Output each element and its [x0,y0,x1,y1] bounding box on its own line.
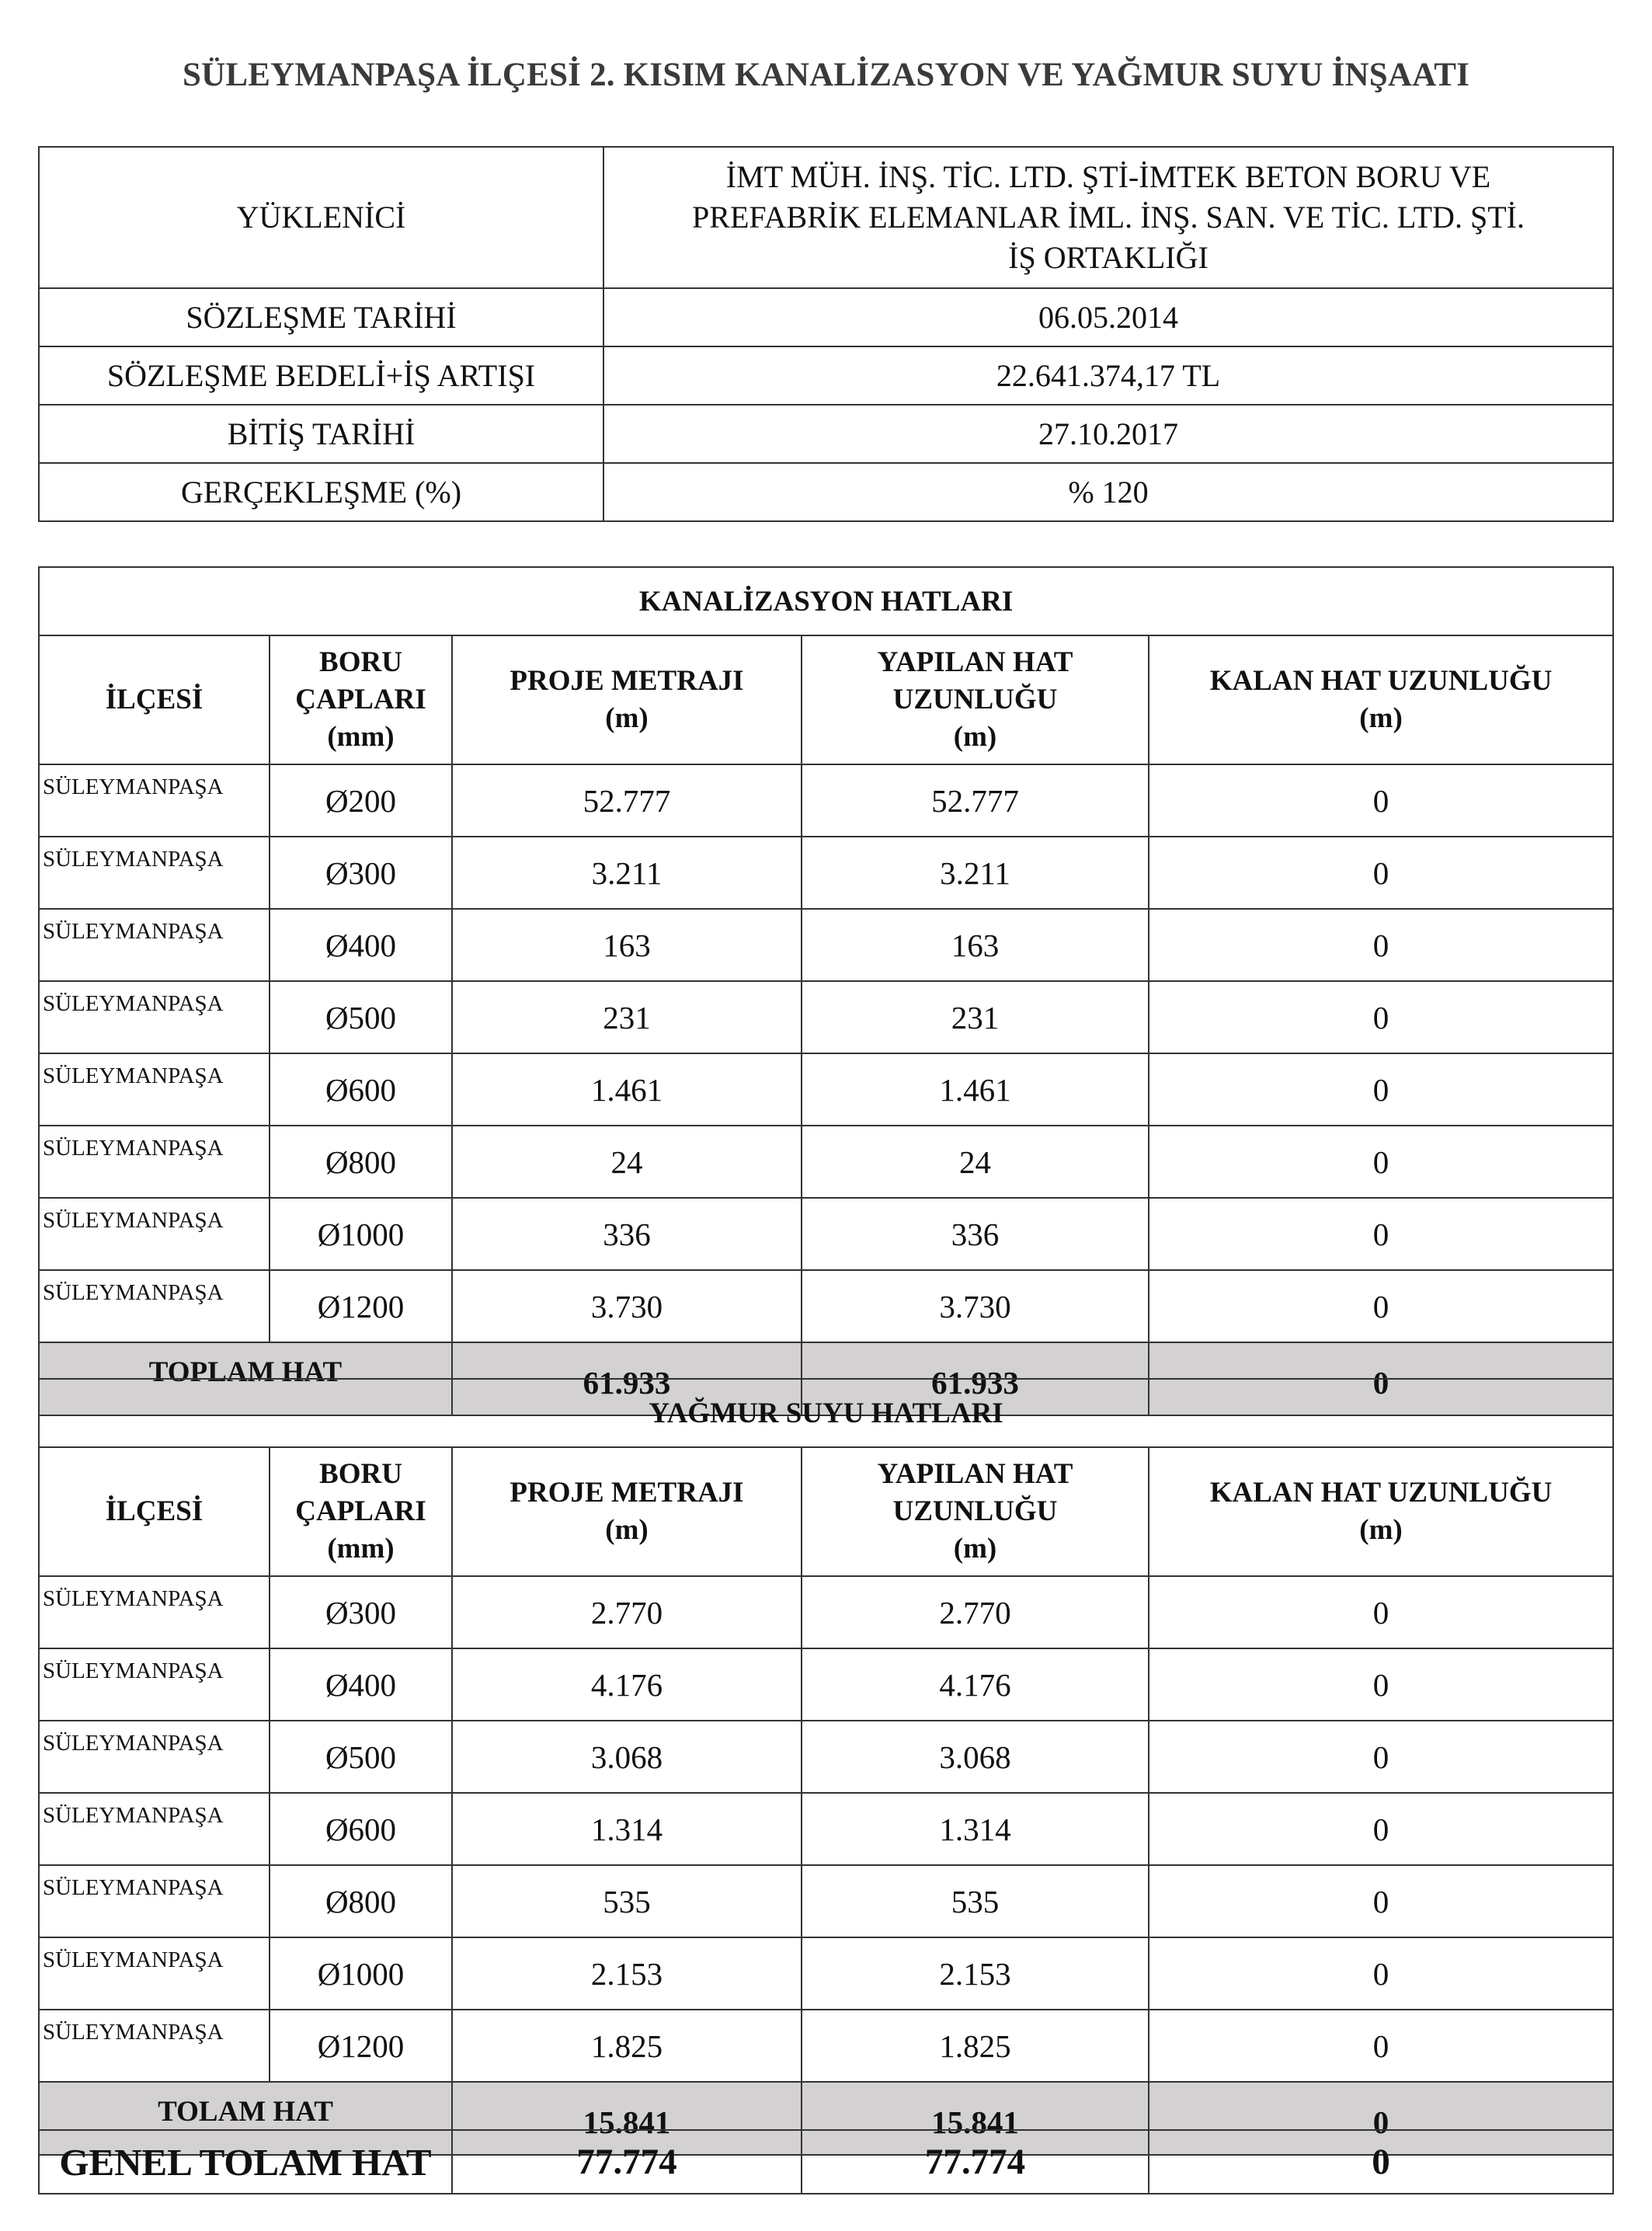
column-header-line: (m) [953,721,997,753]
project-length-cell: 1.825 [452,2010,802,2082]
remaining-length-cell: 0 [1149,909,1613,981]
total-remaining: 0 [1149,2082,1613,2155]
pipe-diameter-cell: Ø400 [270,1648,452,1721]
pipe-diameter-cell: Ø1200 [270,2010,452,2082]
total-label: TOPLAM HAT [39,1342,452,1415]
built-length-cell: 24 [802,1126,1149,1198]
project-length-cell: 163 [452,909,802,981]
section-title-row [39,567,1613,635]
table-row [39,981,1613,1053]
info-row [39,288,1613,346]
remaining-length-cell: 0 [1149,1198,1613,1270]
built-length-cell: 1.825 [802,2010,1149,2082]
district-cell: SÜLEYMANPAŞA [39,1053,270,1126]
remaining-length-cell: 0 [1149,2010,1613,2082]
district-cell: SÜLEYMANPAŞA [39,909,270,981]
remaining-length-cell: 0 [1149,837,1613,909]
table-row [39,1937,1613,2010]
column-header [1149,635,1613,764]
info-label: GERÇEKLEŞME (%) [39,463,603,521]
column-header [39,1447,270,1576]
project-length-cell: 336 [452,1198,802,1270]
remaining-length-cell: 0 [1149,1937,1613,2010]
remaining-length-cell: 0 [1149,1270,1613,1342]
column-header-line: (m) [953,1533,997,1564]
column-header [802,635,1149,764]
section-title: YAĞMUR SUYU HATLARI [39,1379,1613,1447]
table-row [39,1198,1613,1270]
info-row [39,463,1613,521]
built-length-cell: 2.770 [802,1576,1149,1648]
info-value [603,147,1613,288]
district-cell: SÜLEYMANPAŞA [39,1721,270,1793]
district-cell: SÜLEYMANPAŞA [39,1937,270,2010]
district-cell: SÜLEYMANPAŞA [39,1793,270,1865]
info-value-line: 06.05.2014 [1038,299,1178,335]
total-remaining: 0 [1149,1342,1613,1415]
info-label: SÖZLEŞME TARİHİ [39,288,603,346]
column-header [1149,1447,1613,1576]
column-header [270,1447,452,1576]
column-header-line: (mm) [327,721,395,753]
district-cell: SÜLEYMANPAŞA [39,764,270,837]
column-header-line: UZUNLUĞU [892,684,1058,715]
info-value-line: 22.641.374,17 TL [996,357,1221,393]
info-value [603,405,1613,463]
project-length-cell: 1.314 [452,1793,802,1865]
info-row [39,346,1613,405]
total-project: 61.933 [452,1342,802,1415]
pipe-diameter-cell: Ø300 [270,837,452,909]
remaining-length-cell: 0 [1149,1793,1613,1865]
built-length-cell: 1.461 [802,1053,1149,1126]
info-value-line: 27.10.2017 [1038,416,1178,451]
built-length-cell: 3.068 [802,1721,1149,1793]
table-row [39,1576,1613,1648]
info-value-line: PREFABRİK ELEMANLAR İML. İNŞ. SAN. VE TİC. LTD. ŞTİ. [692,200,1525,235]
table-row [39,1270,1613,1342]
table-row [39,1865,1613,1937]
pipe-diameter-cell: Ø400 [270,909,452,981]
column-header-line: KALAN HAT UZUNLUĞU [1209,1477,1553,1509]
column-header-row [39,635,1613,764]
table-row [39,1793,1613,1865]
district-cell: SÜLEYMANPAŞA [39,1648,270,1721]
district-cell: SÜLEYMANPAŞA [39,2010,270,2082]
remaining-length-cell: 0 [1149,1648,1613,1721]
table-row [39,909,1613,981]
grand-total-done: 77.774 [802,2130,1149,2194]
section-title: KANALİZASYON HATLARI [39,567,1613,635]
table-row [39,1648,1613,1721]
built-length-cell: 3.730 [802,1270,1149,1342]
section-title-row [39,1379,1613,1447]
info-label: YÜKLENİCİ [39,147,603,288]
column-header [270,635,452,764]
column-header [452,1447,802,1576]
total-done: 15.841 [802,2082,1149,2155]
column-header-line: (m) [605,702,649,734]
column-header-line: YAPILAN HAT [877,1458,1073,1490]
info-value-line: İMT MÜH. İNŞ. TİC. LTD. ŞTİ-İMTEK BETON BORU VE [725,159,1491,194]
total-done: 61.933 [802,1342,1149,1415]
contract-info-table [38,146,1614,522]
district-cell: SÜLEYMANPAŞA [39,981,270,1053]
pipe-diameter-cell: Ø500 [270,981,452,1053]
built-length-cell: 3.211 [802,837,1149,909]
built-length-cell: 2.153 [802,1937,1149,2010]
project-length-cell: 52.777 [452,764,802,837]
table-row [39,837,1613,909]
info-value [603,346,1613,405]
column-header-line: (m) [1359,702,1403,734]
grand-total-table [38,2129,1614,2194]
pipe-diameter-cell: Ø200 [270,764,452,837]
pipe-diameter-cell: Ø300 [270,1576,452,1648]
built-length-cell: 231 [802,981,1149,1053]
info-value [603,288,1613,346]
column-header-line: YAPILAN HAT [877,646,1073,678]
table-row [39,2010,1613,2082]
remaining-length-cell: 0 [1149,1721,1613,1793]
table-row [39,764,1613,837]
column-header [39,635,270,764]
info-label: SÖZLEŞME BEDELİ+İŞ ARTIŞI [39,346,603,405]
pipe-diameter-cell: Ø800 [270,1865,452,1937]
info-label: BİTİŞ TARİHİ [39,405,603,463]
project-length-cell: 4.176 [452,1648,802,1721]
built-length-cell: 163 [802,909,1149,981]
project-length-cell: 24 [452,1126,802,1198]
column-header-line: PROJE METRAJI [510,665,744,697]
column-header-line: ÇAPLARI [295,1495,426,1527]
column-header [452,635,802,764]
remaining-length-cell: 0 [1149,981,1613,1053]
column-header [802,1447,1149,1576]
pipe-diameter-cell: Ø800 [270,1126,452,1198]
column-header-row [39,1447,1613,1576]
pipe-diameter-cell: Ø1000 [270,1198,452,1270]
district-cell: SÜLEYMANPAŞA [39,837,270,909]
table-row [39,1126,1613,1198]
grand-total-remaining: 0 [1149,2130,1613,2194]
built-length-cell: 535 [802,1865,1149,1937]
column-header-line: İLÇESİ [105,684,203,715]
district-cell: SÜLEYMANPAŞA [39,1198,270,1270]
column-header-line: KALAN HAT UZUNLUĞU [1209,665,1553,697]
project-length-cell: 2.153 [452,1937,802,2010]
project-length-cell: 3.068 [452,1721,802,1793]
grand-total-label: GENEL TOLAM HAT [39,2130,452,2194]
column-header-line: ÇAPLARI [295,684,426,715]
total-project: 15.841 [452,2082,802,2155]
built-length-cell: 4.176 [802,1648,1149,1721]
column-header-line: (m) [605,1514,649,1546]
project-length-cell: 535 [452,1865,802,1937]
info-row [39,147,1613,288]
remaining-length-cell: 0 [1149,1053,1613,1126]
column-header-line: İLÇESİ [105,1495,203,1527]
table-row [39,1721,1613,1793]
info-value-line: % 120 [1068,474,1149,510]
column-header-line: BORU [319,646,402,678]
project-length-cell: 3.730 [452,1270,802,1342]
table-row [39,1053,1613,1126]
total-label: TOLAM HAT [39,2082,452,2155]
pipe-diameter-cell: Ø600 [270,1053,452,1126]
grand-total-project: 77.774 [452,2130,802,2194]
rainwater-lines-table [38,1378,1614,2156]
remaining-length-cell: 0 [1149,1865,1613,1937]
pipe-diameter-cell: Ø1200 [270,1270,452,1342]
pipe-diameter-cell: Ø500 [270,1721,452,1793]
column-header-line: BORU [319,1458,402,1490]
info-value-line: İŞ ORTAKLIĞI [1008,240,1209,275]
district-cell: SÜLEYMANPAŞA [39,1865,270,1937]
project-length-cell: 231 [452,981,802,1053]
page-title: SÜLEYMANPAŞA İLÇESİ 2. KISIM KANALİZASYON VE YAĞMUR SUYU İNŞAATI [182,57,1470,93]
remaining-length-cell: 0 [1149,1126,1613,1198]
column-header-line: (m) [1359,1514,1403,1546]
project-length-cell: 1.461 [452,1053,802,1126]
remaining-length-cell: 0 [1149,764,1613,837]
built-length-cell: 336 [802,1198,1149,1270]
district-cell: SÜLEYMANPAŞA [39,1270,270,1342]
column-header-line: UZUNLUĞU [892,1495,1058,1527]
sewer-lines-table [38,566,1614,1416]
column-header-line: (mm) [327,1533,395,1564]
column-header-line: PROJE METRAJI [510,1477,744,1509]
built-length-cell: 1.314 [802,1793,1149,1865]
info-value [603,463,1613,521]
district-cell: SÜLEYMANPAŞA [39,1576,270,1648]
built-length-cell: 52.777 [802,764,1149,837]
remaining-length-cell: 0 [1149,1576,1613,1648]
info-row [39,405,1613,463]
project-length-cell: 3.211 [452,837,802,909]
pipe-diameter-cell: Ø1000 [270,1937,452,2010]
pipe-diameter-cell: Ø600 [270,1793,452,1865]
project-length-cell: 2.770 [452,1576,802,1648]
district-cell: SÜLEYMANPAŞA [39,1126,270,1198]
grand-total-row [39,2130,1613,2194]
